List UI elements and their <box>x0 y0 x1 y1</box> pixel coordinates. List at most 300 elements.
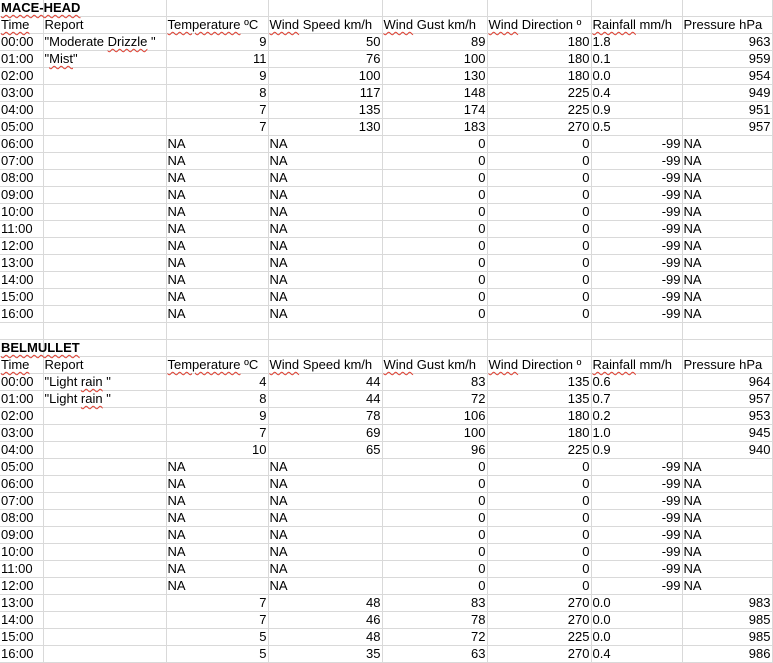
dir-cell[interactable]: 180 <box>487 425 591 442</box>
speed-cell[interactable]: NA <box>268 204 382 221</box>
speed-cell[interactable]: 76 <box>268 51 382 68</box>
temp-cell[interactable]: NA <box>166 289 268 306</box>
rain-cell[interactable]: -99 <box>591 476 682 493</box>
speed-cell[interactable]: NA <box>268 289 382 306</box>
speed-cell[interactable]: 78 <box>268 408 382 425</box>
empty-cell[interactable] <box>487 323 591 340</box>
gust-cell[interactable]: 183 <box>382 119 487 136</box>
pres-cell[interactable]: NA <box>682 459 772 476</box>
gust-cell[interactable]: 96 <box>382 442 487 459</box>
time-cell[interactable]: 06:00 <box>0 136 43 153</box>
dir-cell[interactable]: 225 <box>487 85 591 102</box>
rain-cell[interactable]: 0.6 <box>591 374 682 391</box>
dir-cell[interactable]: 135 <box>487 391 591 408</box>
report-cell[interactable] <box>43 289 166 306</box>
temp-cell[interactable]: NA <box>166 561 268 578</box>
report-cell[interactable] <box>43 425 166 442</box>
dir-cell[interactable]: 0 <box>487 255 591 272</box>
gust-cell[interactable]: 0 <box>382 476 487 493</box>
temp-cell[interactable]: NA <box>166 153 268 170</box>
temp-cell[interactable]: 5 <box>166 629 268 646</box>
rain-cell[interactable]: 0.9 <box>591 102 682 119</box>
report-cell[interactable] <box>43 255 166 272</box>
report-cell[interactable] <box>43 561 166 578</box>
column-header-cell[interactable]: Time <box>0 357 43 374</box>
gust-cell[interactable]: 0 <box>382 255 487 272</box>
pres-cell[interactable]: NA <box>682 153 772 170</box>
time-cell[interactable]: 09:00 <box>0 187 43 204</box>
gust-cell[interactable]: 130 <box>382 68 487 85</box>
temp-cell[interactable]: NA <box>166 238 268 255</box>
speed-cell[interactable]: NA <box>268 136 382 153</box>
gust-cell[interactable]: 63 <box>382 646 487 663</box>
rain-cell[interactable]: -99 <box>591 544 682 561</box>
pres-cell[interactable]: NA <box>682 170 772 187</box>
time-cell[interactable]: 06:00 <box>0 476 43 493</box>
speed-cell[interactable]: NA <box>268 306 382 323</box>
pres-cell[interactable]: 986 <box>682 646 772 663</box>
dir-cell[interactable]: 225 <box>487 102 591 119</box>
gust-cell[interactable]: 0 <box>382 170 487 187</box>
speed-cell[interactable]: 130 <box>268 119 382 136</box>
time-cell[interactable]: 02:00 <box>0 68 43 85</box>
time-cell[interactable]: 13:00 <box>0 255 43 272</box>
gust-cell[interactable]: 72 <box>382 629 487 646</box>
temp-cell[interactable]: NA <box>166 527 268 544</box>
report-cell[interactable] <box>43 408 166 425</box>
speed-cell[interactable]: 44 <box>268 391 382 408</box>
report-cell[interactable] <box>43 442 166 459</box>
report-cell[interactable] <box>43 612 166 629</box>
empty-cell[interactable] <box>682 323 772 340</box>
report-cell[interactable] <box>43 170 166 187</box>
report-cell[interactable]: "Moderate Drizzle " <box>43 34 166 51</box>
gust-cell[interactable]: 0 <box>382 510 487 527</box>
gust-cell[interactable]: 0 <box>382 272 487 289</box>
report-cell[interactable]: "Light rain " <box>43 391 166 408</box>
report-cell[interactable] <box>43 204 166 221</box>
temp-cell[interactable]: NA <box>166 136 268 153</box>
time-cell[interactable]: 00:00 <box>0 34 43 51</box>
speed-cell[interactable]: 44 <box>268 374 382 391</box>
report-cell[interactable] <box>43 238 166 255</box>
gust-cell[interactable]: 0 <box>382 289 487 306</box>
rain-cell[interactable]: 0.1 <box>591 51 682 68</box>
empty-cell[interactable] <box>382 340 487 357</box>
report-cell[interactable]: "Mist" <box>43 51 166 68</box>
gust-cell[interactable]: 100 <box>382 425 487 442</box>
rain-cell[interactable]: -99 <box>591 221 682 238</box>
column-header-cell[interactable]: Wind Speed km/h <box>268 17 382 34</box>
temp-cell[interactable]: NA <box>166 544 268 561</box>
rain-cell[interactable]: 0.5 <box>591 119 682 136</box>
column-header-cell[interactable]: Pressure hPa <box>682 17 772 34</box>
pres-cell[interactable]: 954 <box>682 68 772 85</box>
temp-cell[interactable]: NA <box>166 272 268 289</box>
report-cell[interactable] <box>43 119 166 136</box>
speed-cell[interactable]: 50 <box>268 34 382 51</box>
time-cell[interactable]: 00:00 <box>0 374 43 391</box>
pres-cell[interactable]: NA <box>682 476 772 493</box>
speed-cell[interactable]: 65 <box>268 442 382 459</box>
temp-cell[interactable]: NA <box>166 306 268 323</box>
speed-cell[interactable]: NA <box>268 510 382 527</box>
gust-cell[interactable]: 0 <box>382 153 487 170</box>
gust-cell[interactable]: 83 <box>382 374 487 391</box>
dir-cell[interactable]: 0 <box>487 187 591 204</box>
speed-cell[interactable]: 117 <box>268 85 382 102</box>
speed-cell[interactable]: NA <box>268 493 382 510</box>
speed-cell[interactable]: NA <box>268 153 382 170</box>
pres-cell[interactable]: NA <box>682 272 772 289</box>
speed-cell[interactable]: 48 <box>268 595 382 612</box>
column-header-cell[interactable]: Temperature ºC <box>166 357 268 374</box>
speed-cell[interactable]: 69 <box>268 425 382 442</box>
time-cell[interactable]: 11:00 <box>0 561 43 578</box>
column-header-cell[interactable]: Wind Gust km/h <box>382 17 487 34</box>
speed-cell[interactable]: NA <box>268 459 382 476</box>
gust-cell[interactable]: 0 <box>382 187 487 204</box>
rain-cell[interactable]: -99 <box>591 578 682 595</box>
station-name-cell[interactable]: MACE-HEAD <box>1 0 81 15</box>
time-cell[interactable]: 04:00 <box>0 102 43 119</box>
temp-cell[interactable]: 10 <box>166 442 268 459</box>
gust-cell[interactable]: 106 <box>382 408 487 425</box>
gust-cell[interactable]: 0 <box>382 493 487 510</box>
dir-cell[interactable]: 0 <box>487 493 591 510</box>
dir-cell[interactable]: 0 <box>487 238 591 255</box>
column-header-cell[interactable]: Time <box>0 17 43 34</box>
report-cell[interactable] <box>43 136 166 153</box>
temp-cell[interactable]: 8 <box>166 85 268 102</box>
speed-cell[interactable]: 46 <box>268 612 382 629</box>
dir-cell[interactable]: 0 <box>487 221 591 238</box>
gust-cell[interactable]: 0 <box>382 459 487 476</box>
pres-cell[interactable]: 957 <box>682 391 772 408</box>
temp-cell[interactable]: NA <box>166 510 268 527</box>
rain-cell[interactable]: 0.9 <box>591 442 682 459</box>
time-cell[interactable]: 14:00 <box>0 272 43 289</box>
pres-cell[interactable]: NA <box>682 493 772 510</box>
rain-cell[interactable]: -99 <box>591 136 682 153</box>
dir-cell[interactable]: 225 <box>487 629 591 646</box>
pres-cell[interactable]: 985 <box>682 612 772 629</box>
speed-cell[interactable]: NA <box>268 476 382 493</box>
time-cell[interactable]: 14:00 <box>0 612 43 629</box>
dir-cell[interactable]: 270 <box>487 646 591 663</box>
empty-cell[interactable] <box>591 323 682 340</box>
gust-cell[interactable]: 0 <box>382 544 487 561</box>
rain-cell[interactable]: -99 <box>591 289 682 306</box>
time-cell[interactable]: 05:00 <box>0 459 43 476</box>
column-header-cell[interactable]: Wind Gust km/h <box>382 357 487 374</box>
time-cell[interactable]: 01:00 <box>0 51 43 68</box>
speed-cell[interactable]: NA <box>268 238 382 255</box>
column-header-cell[interactable]: Report <box>43 357 166 374</box>
time-cell[interactable]: 05:00 <box>0 119 43 136</box>
gust-cell[interactable]: 72 <box>382 391 487 408</box>
empty-cell[interactable] <box>382 0 487 17</box>
pres-cell[interactable]: NA <box>682 510 772 527</box>
dir-cell[interactable]: 0 <box>487 527 591 544</box>
gust-cell[interactable]: 0 <box>382 238 487 255</box>
temp-cell[interactable]: 5 <box>166 646 268 663</box>
column-header-cell[interactable]: Wind Direction º <box>487 17 591 34</box>
gust-cell[interactable]: 0 <box>382 221 487 238</box>
empty-cell[interactable] <box>487 340 591 357</box>
gust-cell[interactable]: 0 <box>382 306 487 323</box>
report-cell[interactable] <box>43 544 166 561</box>
temp-cell[interactable]: 9 <box>166 68 268 85</box>
rain-cell[interactable]: 0.2 <box>591 408 682 425</box>
pres-cell[interactable]: 957 <box>682 119 772 136</box>
report-cell[interactable] <box>43 578 166 595</box>
report-cell[interactable] <box>43 595 166 612</box>
empty-cell[interactable] <box>682 0 772 17</box>
empty-cell[interactable] <box>487 0 591 17</box>
time-cell[interactable]: 15:00 <box>0 629 43 646</box>
pres-cell[interactable]: 945 <box>682 425 772 442</box>
empty-cell[interactable] <box>268 340 382 357</box>
temp-cell[interactable]: NA <box>166 255 268 272</box>
empty-cell[interactable] <box>43 323 166 340</box>
time-cell[interactable]: 03:00 <box>0 425 43 442</box>
pres-cell[interactable]: NA <box>682 204 772 221</box>
dir-cell[interactable]: 270 <box>487 595 591 612</box>
rain-cell[interactable]: 0.0 <box>591 612 682 629</box>
time-cell[interactable]: 10:00 <box>0 544 43 561</box>
report-cell[interactable] <box>43 476 166 493</box>
empty-cell[interactable] <box>166 0 268 17</box>
temp-cell[interactable]: NA <box>166 493 268 510</box>
gust-cell[interactable]: 0 <box>382 136 487 153</box>
dir-cell[interactable]: 0 <box>487 204 591 221</box>
pres-cell[interactable]: NA <box>682 306 772 323</box>
empty-cell[interactable] <box>682 340 772 357</box>
dir-cell[interactable]: 0 <box>487 272 591 289</box>
temp-cell[interactable]: 7 <box>166 425 268 442</box>
report-cell[interactable] <box>43 306 166 323</box>
pres-cell[interactable]: NA <box>682 544 772 561</box>
column-header-cell[interactable]: Report <box>43 17 166 34</box>
rain-cell[interactable]: 0.4 <box>591 85 682 102</box>
gust-cell[interactable]: 174 <box>382 102 487 119</box>
empty-cell[interactable] <box>0 323 43 340</box>
rain-cell[interactable]: 1.0 <box>591 425 682 442</box>
rain-cell[interactable]: -99 <box>591 493 682 510</box>
pres-cell[interactable]: 985 <box>682 629 772 646</box>
pres-cell[interactable]: 959 <box>682 51 772 68</box>
speed-cell[interactable]: NA <box>268 187 382 204</box>
dir-cell[interactable]: 0 <box>487 153 591 170</box>
rain-cell[interactable]: -99 <box>591 510 682 527</box>
time-cell[interactable]: 12:00 <box>0 238 43 255</box>
gust-cell[interactable]: 0 <box>382 527 487 544</box>
time-cell[interactable]: 16:00 <box>0 646 43 663</box>
temp-cell[interactable]: NA <box>166 204 268 221</box>
temp-cell[interactable]: 11 <box>166 51 268 68</box>
dir-cell[interactable]: 225 <box>487 442 591 459</box>
rain-cell[interactable]: -99 <box>591 306 682 323</box>
pres-cell[interactable]: NA <box>682 527 772 544</box>
rain-cell[interactable]: -99 <box>591 527 682 544</box>
report-cell[interactable] <box>43 153 166 170</box>
column-header-cell[interactable]: Pressure hPa <box>682 357 772 374</box>
rain-cell[interactable]: 0.0 <box>591 595 682 612</box>
dir-cell[interactable]: 180 <box>487 51 591 68</box>
pres-cell[interactable]: NA <box>682 221 772 238</box>
empty-cell[interactable] <box>166 323 268 340</box>
pres-cell[interactable]: 951 <box>682 102 772 119</box>
dir-cell[interactable]: 0 <box>487 170 591 187</box>
temp-cell[interactable]: 4 <box>166 374 268 391</box>
speed-cell[interactable]: NA <box>268 544 382 561</box>
report-cell[interactable] <box>43 629 166 646</box>
temp-cell[interactable]: NA <box>166 578 268 595</box>
time-cell[interactable]: 16:00 <box>0 306 43 323</box>
gust-cell[interactable]: 100 <box>382 51 487 68</box>
report-cell[interactable] <box>43 510 166 527</box>
rain-cell[interactable]: -99 <box>591 255 682 272</box>
temp-cell[interactable]: NA <box>166 170 268 187</box>
gust-cell[interactable]: 0 <box>382 204 487 221</box>
dir-cell[interactable]: 0 <box>487 578 591 595</box>
time-cell[interactable]: 10:00 <box>0 204 43 221</box>
dir-cell[interactable]: 0 <box>487 306 591 323</box>
speed-cell[interactable]: NA <box>268 255 382 272</box>
pres-cell[interactable]: NA <box>682 136 772 153</box>
report-cell[interactable] <box>43 459 166 476</box>
time-cell[interactable]: 02:00 <box>0 408 43 425</box>
dir-cell[interactable]: 180 <box>487 408 591 425</box>
empty-cell[interactable] <box>268 323 382 340</box>
time-cell[interactable]: 12:00 <box>0 578 43 595</box>
time-cell[interactable]: 04:00 <box>0 442 43 459</box>
empty-cell[interactable] <box>591 0 682 17</box>
report-cell[interactable] <box>43 646 166 663</box>
column-header-cell[interactable]: Rainfall mm/h <box>591 357 682 374</box>
dir-cell[interactable]: 0 <box>487 476 591 493</box>
report-cell[interactable] <box>43 527 166 544</box>
pres-cell[interactable]: 940 <box>682 442 772 459</box>
report-cell[interactable] <box>43 272 166 289</box>
speed-cell[interactable]: NA <box>268 578 382 595</box>
temp-cell[interactable]: 7 <box>166 119 268 136</box>
pres-cell[interactable]: NA <box>682 187 772 204</box>
temp-cell[interactable]: 8 <box>166 391 268 408</box>
report-cell[interactable] <box>43 187 166 204</box>
dir-cell[interactable]: 270 <box>487 119 591 136</box>
pres-cell[interactable]: 983 <box>682 595 772 612</box>
dir-cell[interactable]: 0 <box>487 459 591 476</box>
pres-cell[interactable]: NA <box>682 289 772 306</box>
pres-cell[interactable]: 949 <box>682 85 772 102</box>
dir-cell[interactable]: 0 <box>487 136 591 153</box>
rain-cell[interactable]: -99 <box>591 187 682 204</box>
time-cell[interactable]: 15:00 <box>0 289 43 306</box>
temp-cell[interactable]: NA <box>166 187 268 204</box>
gust-cell[interactable]: 78 <box>382 612 487 629</box>
rain-cell[interactable]: -99 <box>591 153 682 170</box>
dir-cell[interactable]: 0 <box>487 510 591 527</box>
report-cell[interactable] <box>43 68 166 85</box>
time-cell[interactable]: 11:00 <box>0 221 43 238</box>
gust-cell[interactable]: 89 <box>382 34 487 51</box>
rain-cell[interactable]: 0.0 <box>591 68 682 85</box>
rain-cell[interactable]: 1.8 <box>591 34 682 51</box>
pres-cell[interactable]: 953 <box>682 408 772 425</box>
dir-cell[interactable]: 180 <box>487 34 591 51</box>
dir-cell[interactable]: 180 <box>487 68 591 85</box>
gust-cell[interactable]: 0 <box>382 578 487 595</box>
report-cell[interactable] <box>43 102 166 119</box>
speed-cell[interactable]: NA <box>268 527 382 544</box>
rain-cell[interactable]: 0.7 <box>591 391 682 408</box>
time-cell[interactable]: 09:00 <box>0 527 43 544</box>
empty-cell[interactable] <box>382 323 487 340</box>
speed-cell[interactable]: 135 <box>268 102 382 119</box>
rain-cell[interactable]: -99 <box>591 459 682 476</box>
time-cell[interactable]: 01:00 <box>0 391 43 408</box>
time-cell[interactable]: 08:00 <box>0 510 43 527</box>
rain-cell[interactable]: -99 <box>591 272 682 289</box>
column-header-cell[interactable]: Rainfall mm/h <box>591 17 682 34</box>
rain-cell[interactable]: 0.0 <box>591 629 682 646</box>
temp-cell[interactable]: 7 <box>166 102 268 119</box>
pres-cell[interactable]: NA <box>682 238 772 255</box>
rain-cell[interactable]: -99 <box>591 170 682 187</box>
pres-cell[interactable]: NA <box>682 578 772 595</box>
time-cell[interactable]: 07:00 <box>0 153 43 170</box>
column-header-cell[interactable]: Wind Speed km/h <box>268 357 382 374</box>
speed-cell[interactable]: 35 <box>268 646 382 663</box>
empty-cell[interactable] <box>166 340 268 357</box>
time-cell[interactable]: 08:00 <box>0 170 43 187</box>
temp-cell[interactable]: 7 <box>166 612 268 629</box>
temp-cell[interactable]: NA <box>166 476 268 493</box>
speed-cell[interactable]: NA <box>268 561 382 578</box>
temp-cell[interactable]: 7 <box>166 595 268 612</box>
dir-cell[interactable]: 270 <box>487 612 591 629</box>
temp-cell[interactable]: NA <box>166 459 268 476</box>
dir-cell[interactable]: 0 <box>487 544 591 561</box>
report-cell[interactable] <box>43 493 166 510</box>
temp-cell[interactable]: 9 <box>166 408 268 425</box>
temp-cell[interactable]: NA <box>166 221 268 238</box>
dir-cell[interactable]: 135 <box>487 374 591 391</box>
station-name-cell[interactable]: BELMULLET <box>1 340 80 355</box>
report-cell[interactable] <box>43 85 166 102</box>
report-cell[interactable] <box>43 221 166 238</box>
time-cell[interactable]: 03:00 <box>0 85 43 102</box>
speed-cell[interactable]: 100 <box>268 68 382 85</box>
rain-cell[interactable]: -99 <box>591 561 682 578</box>
gust-cell[interactable]: 83 <box>382 595 487 612</box>
dir-cell[interactable]: 0 <box>487 561 591 578</box>
gust-cell[interactable]: 0 <box>382 561 487 578</box>
speed-cell[interactable]: NA <box>268 170 382 187</box>
pres-cell[interactable]: NA <box>682 561 772 578</box>
pres-cell[interactable]: 963 <box>682 34 772 51</box>
gust-cell[interactable]: 148 <box>382 85 487 102</box>
rain-cell[interactable]: -99 <box>591 238 682 255</box>
rain-cell[interactable]: -99 <box>591 204 682 221</box>
pres-cell[interactable]: 964 <box>682 374 772 391</box>
report-cell[interactable]: "Light rain " <box>43 374 166 391</box>
speed-cell[interactable]: NA <box>268 221 382 238</box>
empty-cell[interactable] <box>591 340 682 357</box>
speed-cell[interactable]: NA <box>268 272 382 289</box>
